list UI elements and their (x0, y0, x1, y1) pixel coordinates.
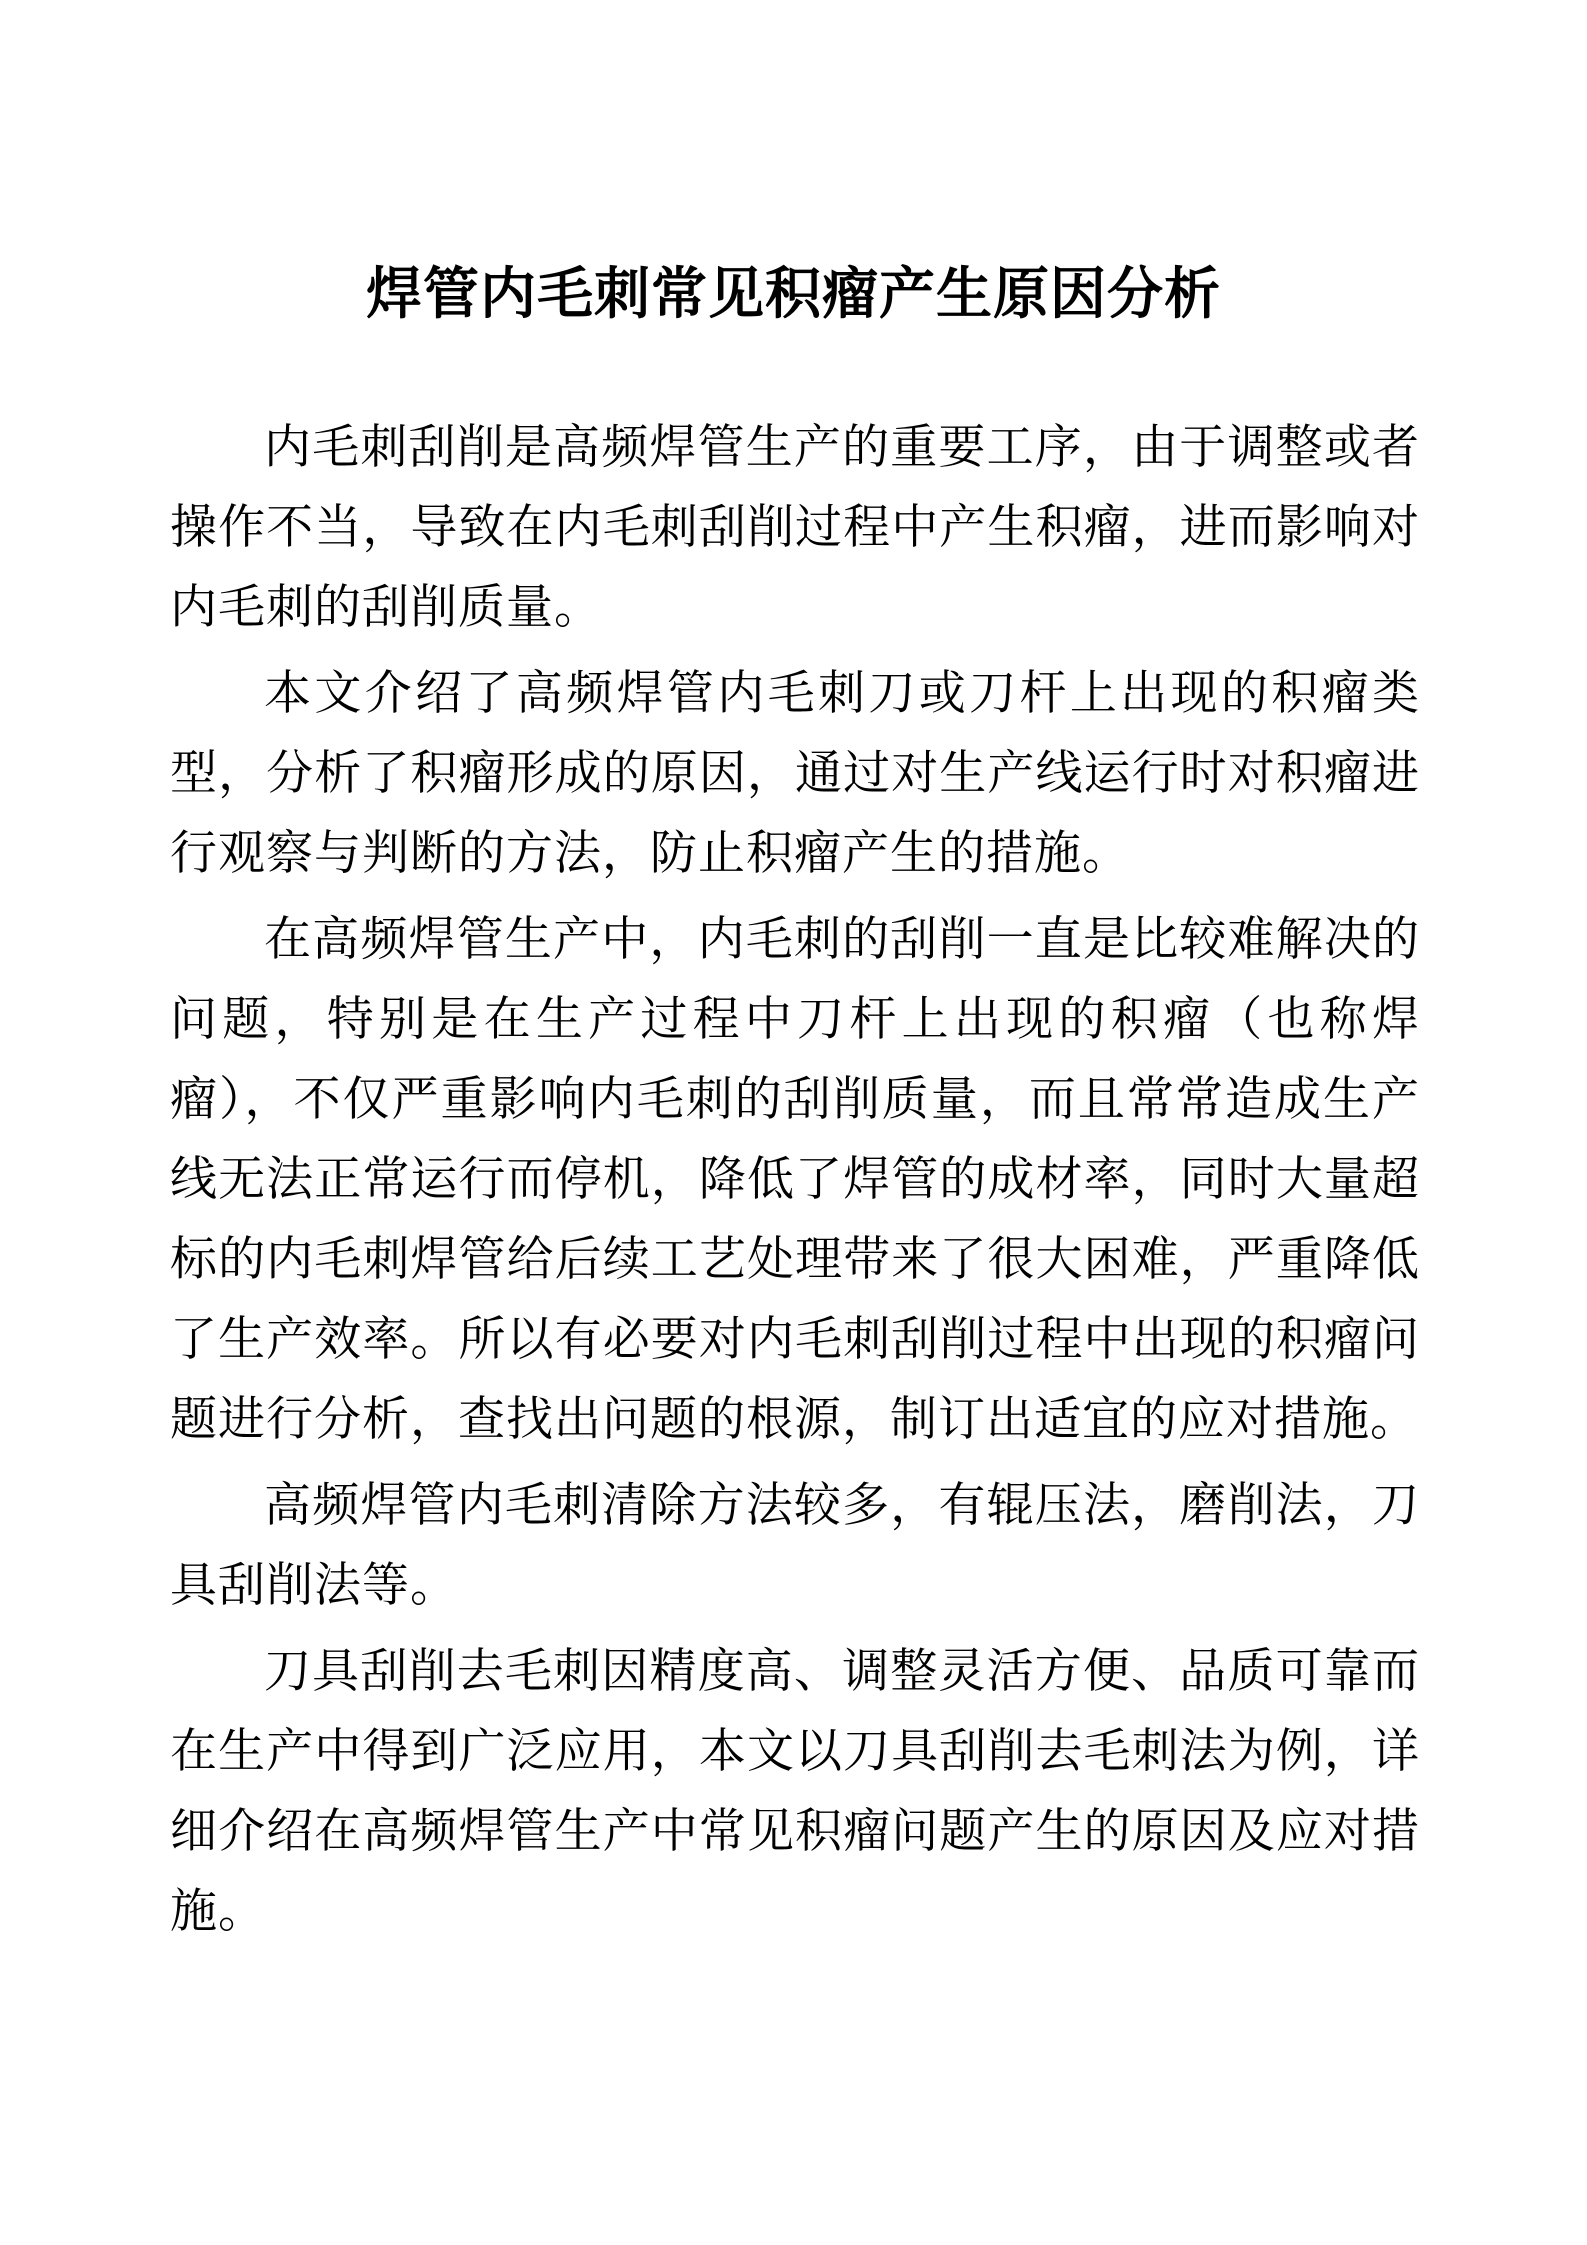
paragraph-problem: 在高频焊管生产中，内毛刺的刮削一直是比较难解决的问题，特别是在生产过程中刀杆上出现的积瘤（也称焊瘤），不仅严重影响内毛刺的刮削质量，而且常常造成生产线无法正常运行而停机，降低了焊管的成材率，同时大量超标的内毛刺焊管给后续工艺处理带来了很大困难，严重降低了生产效率。所以有必要对内毛刺刮削过程中出现的积瘤问题进行分析，查找出问题的根源，制订出适宜的应对措施。 (170, 914, 1420, 1446)
document-body (170, 408, 1420, 1958)
paragraph-overview: 本文介绍了高频焊管内毛刺刀或刀杆上出现的积瘤类型，分析了积瘤形成的原因，通过对生产线运行时对积瘤进行观察与判断的方法，防止积瘤产生的措施。 (170, 668, 1420, 880)
paragraph-methods: 高频焊管内毛刺清除方法较多，有辊压法，磨削法，刀具刮削法等。 (170, 1480, 1420, 1612)
document-title: 焊管内毛刺常见积瘤产生原因分析 (366, 264, 1221, 326)
paragraph-intro: 内毛刺刮削是高频焊管生产的重要工序，由于调整或者操作不当，导致在内毛刺刮削过程中产生积瘤，进而影响对内毛刺的刮削质量。 (170, 422, 1420, 634)
paragraph-scope: 刀具刮削去毛刺因精度高、调整灵活方便、品质可靠而在生产中得到广泛应用，本文以刀具刮削去毛刺法为例，详细介绍在高频焊管生产中常见积瘤问题产生的原因及应对措施。 (170, 1646, 1420, 1938)
